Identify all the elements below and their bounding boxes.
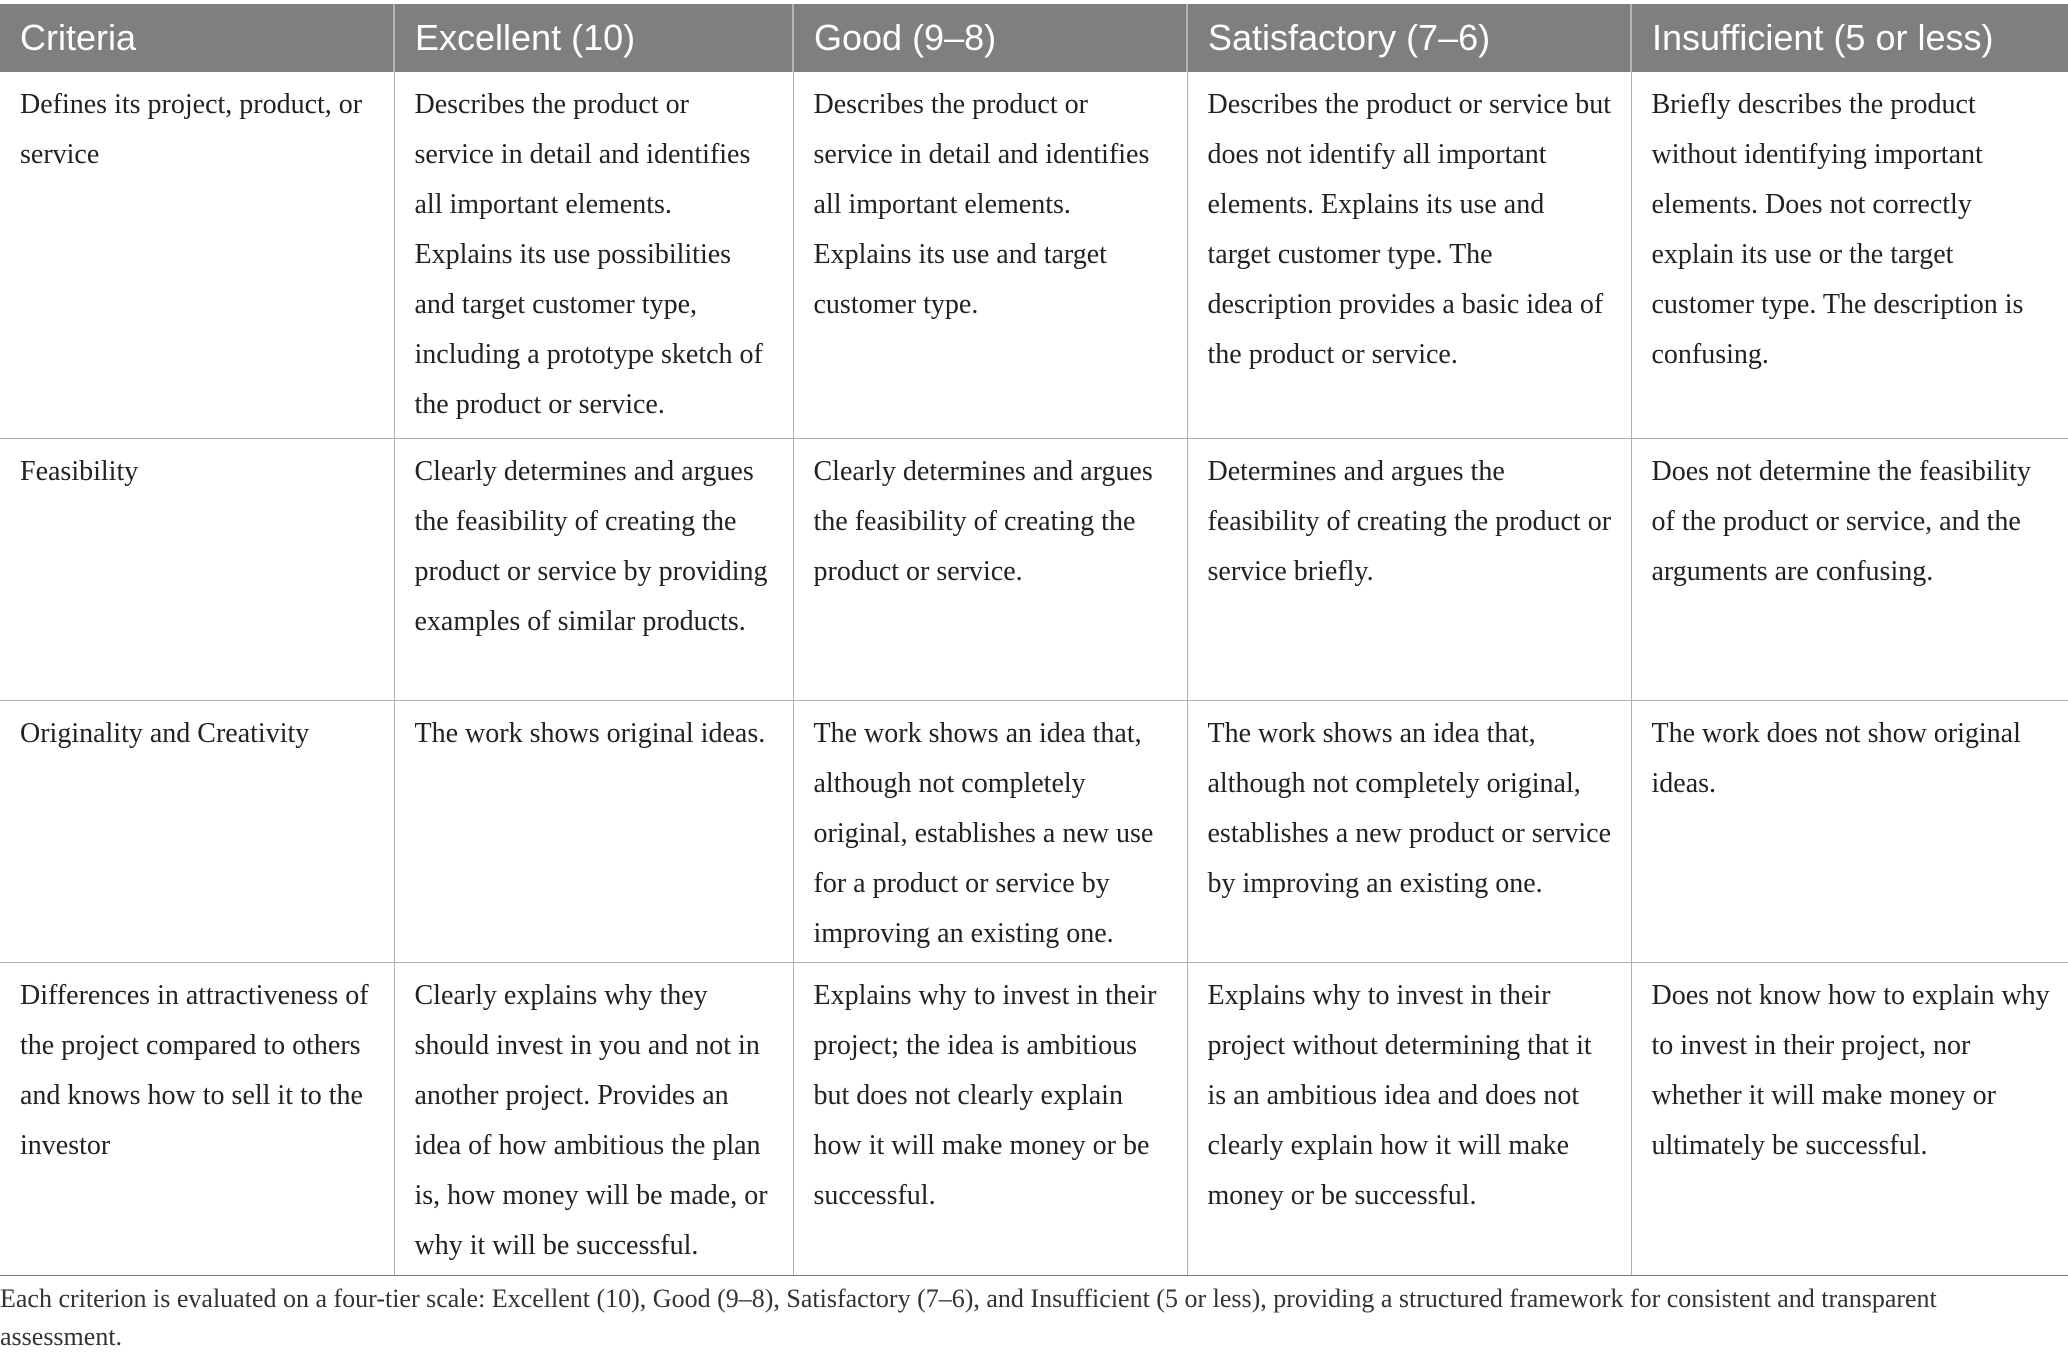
satisfactory-cell: Explains why to invest in their project without determining that it is an ambitious idea and does not clearly explain how it will make money or be successful. bbox=[1187, 963, 1631, 1276]
table-body bbox=[0, 72, 2068, 1276]
good-cell: Explains why to invest in their project; the idea is ambitious but does not clearly explain how it will make money or be successful. bbox=[793, 963, 1187, 1276]
header-row bbox=[0, 4, 2068, 72]
satisfactory-cell: Describes the product or service but does not identify all important elements. Explains its use and target customer type. The description provides a basic idea of the product or service. bbox=[1187, 72, 1631, 439]
insufficient-cell: Does not know how to explain why to invest in their project, nor whether it will make money or ultimately be successful. bbox=[1631, 963, 2068, 1276]
header-excellent: Excellent (10) bbox=[394, 4, 793, 72]
satisfactory-cell: The work shows an idea that, although not completely original, establishes a new product or service by improving an existing one. bbox=[1187, 701, 1631, 963]
table-header bbox=[0, 4, 2068, 72]
table-row bbox=[0, 701, 2068, 963]
excellent-cell: Describes the product or service in detail and identifies all important elements. Explains its use possibilities and target customer type, including a prototype sketch of the product or service. bbox=[394, 72, 793, 439]
table-footnote: Each criterion is evaluated on a four-tier scale: Excellent (10), Good (9–8), Satisfactory (7–6), and Insufficient (5 or less), providing a structured framework for consistent and transparent assessment. bbox=[0, 1284, 1937, 1351]
criteria-cell: Differences in attractiveness of the project compared to others and knows how to sell it to the investor bbox=[0, 963, 394, 1276]
good-cell: Clearly determines and argues the feasibility of creating the product or service. bbox=[793, 439, 1187, 701]
good-cell: Describes the product or service in detail and identifies all important elements. Explains its use and target customer type. bbox=[793, 72, 1187, 439]
criteria-cell: Feasibility bbox=[0, 439, 394, 701]
excellent-cell: The work shows original ideas. bbox=[394, 701, 793, 963]
header-good: Good (9–8) bbox=[793, 4, 1187, 72]
satisfactory-cell: Determines and argues the feasibility of creating the product or service briefly. bbox=[1187, 439, 1631, 701]
insufficient-cell: Briefly describes the product without identifying important elements. Does not correctly explain its use or the target customer type. The description is confusing. bbox=[1631, 72, 2068, 439]
table-row bbox=[0, 439, 2068, 701]
header-criteria: Criteria bbox=[0, 4, 394, 72]
insufficient-cell: Does not determine the feasibility of the product or service, and the arguments are confusing. bbox=[1631, 439, 2068, 701]
criteria-cell: Originality and Creativity bbox=[0, 701, 394, 963]
table-row bbox=[0, 963, 2068, 1276]
excellent-cell: Clearly explains why they should invest in you and not in another project. Provides an idea of how ambitious the plan is, how money will be made, or why it will be successful. bbox=[394, 963, 793, 1276]
header-insufficient: Insufficient (5 or less) bbox=[1631, 4, 2068, 72]
good-cell: The work shows an idea that, although not completely original, establishes a new use for a product or service by improving an existing one. bbox=[793, 701, 1187, 963]
header-satisfactory: Satisfactory (7–6) bbox=[1187, 4, 1631, 72]
excellent-cell: Clearly determines and argues the feasibility of creating the product or service by providing examples of similar products. bbox=[394, 439, 793, 701]
table-row bbox=[0, 72, 2068, 439]
rubric-table bbox=[0, 4, 2068, 1276]
insufficient-cell: The work does not show original ideas. bbox=[1631, 701, 2068, 963]
criteria-cell: Defines its project, product, or service bbox=[0, 72, 394, 439]
